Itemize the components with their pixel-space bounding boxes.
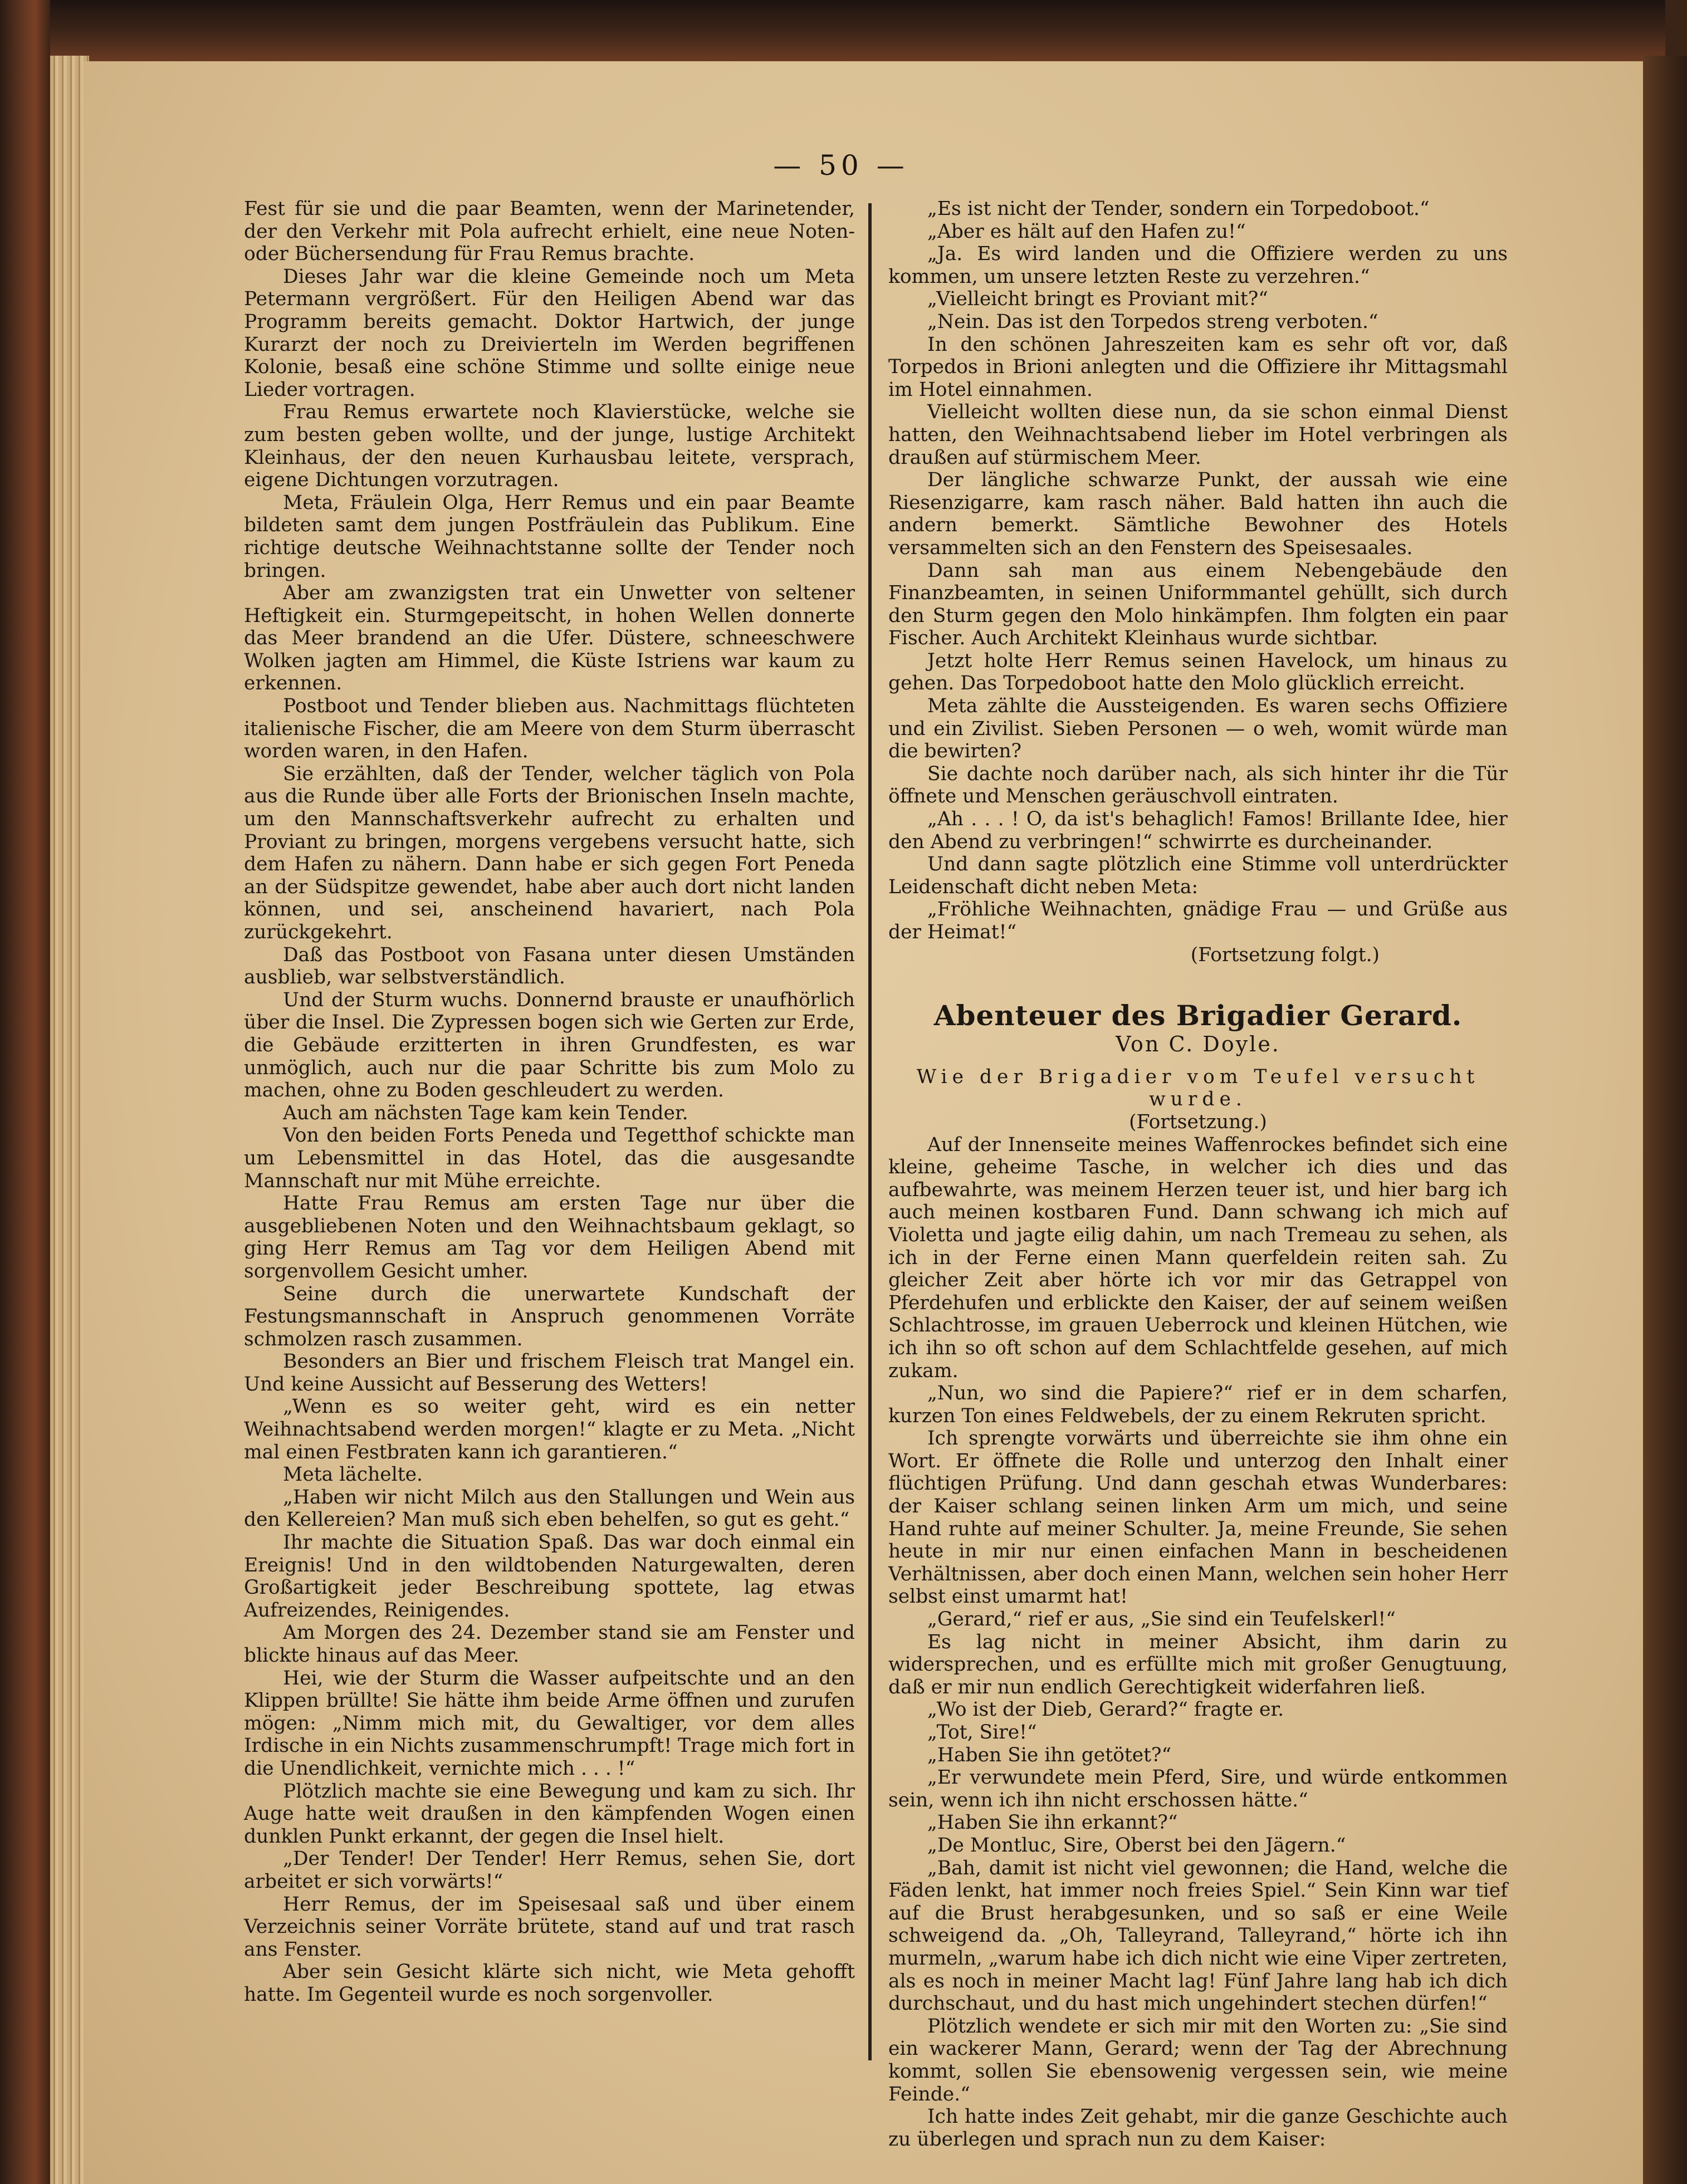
paragraph: Es lag nicht in meiner Absicht, ihm darin zu widersprechen, und es erfüllte mich mit großer Genugtuung, daß er mir nun endlich Gerechtigkeit widerfahren ließ. bbox=[888, 1630, 1508, 1698]
left-column bbox=[244, 198, 855, 2006]
paragraph: „Haben wir nicht Milch aus den Stallungen und Wein aus den Kellereien? Man muß sich eben behelfen, so gut es geht.“ bbox=[244, 1486, 855, 1531]
paragraph: Ich hatte indes Zeit gehabt, mir die ganze Geschichte auch zu überlegen und sprach nun zu dem Kaiser: bbox=[888, 2105, 1508, 2151]
paragraph: Ich sprengte vorwärts und überreichte sie ihm ohne ein Wort. Er öffnete die Rolle und unterzog den Inhalt einer flüchtigen Prüfung. Und dann geschah etwas Wunderbares: der Kaiser schlang seinen linken Arm um mich, und seine Hand ruhte auf meiner Schulter. Ja, meine Freunde, Sie sehen heute in mir nur einen einfachen Mann in bescheidenen Verhältnissen, aber doch einen Mann, welchen sein hoher Herr selbst einst umarmt hat! bbox=[888, 1427, 1508, 1608]
paragraph: Von den beiden Forts Peneda und Tegetthof schickte man um Lebensmittel in das Hotel, das die ausgesandte Mannschaft nur mit Mühe erreichte. bbox=[244, 1124, 855, 1192]
paragraph: „De Montluc, Sire, Oberst bei den Jägern.“ bbox=[927, 1834, 1346, 1857]
paragraph: Seine durch die unerwartete Kundschaft der Festungsmannschaft in Anspruch genommenen Vorräte schmolzen rasch zusammen. bbox=[244, 1282, 855, 1350]
paragraph: „Gerard,“ rief er aus, „Sie sind ein Teufelskerl!“ bbox=[927, 1608, 1396, 1631]
book-binding bbox=[0, 0, 50, 2184]
paragraph: „Bah, damit ist nicht viel gewonnen; die Hand, welche die Fäden lenkt, hat immer noch freies Spiel.“ Sein Kinn war tief auf die Brust herabgesunken, und so saß er eine Weile schweigend da. „Oh, Talleyrand, Talleyrand,“ hörte ich ihn murmeln, „warum habe ich dich nicht wie eine Viper zertreten, als es noch in meiner Macht lag! Fünf Jahre lang hab ich dich durchschaut, und du hast mich ungehindert stechen dürfen!“ bbox=[888, 1857, 1508, 2015]
article-title: Abenteuer des Brigadier Gerard. bbox=[933, 999, 1463, 1032]
paragraph: Frau Remus erwartete noch Klavierstücke, welche sie zum besten geben wollte, und der junge, lustige Architekt Kleinhaus, der den neuen Kurhausbau leitete, versprach, eigene Dichtungen vorzutragen. bbox=[244, 401, 855, 492]
paragraph: „Tot, Sire!“ bbox=[927, 1721, 1037, 1744]
article-subtitle: Wie der Brigadier vom Teufel versucht wurde. bbox=[916, 1065, 1480, 1111]
paragraph: Sie erzählten, daß der Tender, welcher täglich von Pola aus die Runde über alle Forts der Brionischen Inseln machte, um den Mannschaftsverkehr aufrecht zu erhalten und Proviant zu bringen, morgens vergebens versucht hatte, sich dem Hafen zu nähern. Dann habe er sich gegen Fort Peneda an der Südspitze gewendet, habe aber auch dort nicht landen können, und sei, anscheinend havariert, nach Pola zurückgekehrt. bbox=[244, 762, 855, 943]
paragraph: Sie dachte noch darüber nach, als sich hinter ihr die Tür öffnete und Menschen geräuschvoll eintraten. bbox=[888, 762, 1508, 808]
page-number: — 50 — bbox=[773, 149, 909, 182]
to-be-continued: (Fortsetzung folgt.) bbox=[1190, 943, 1380, 966]
paragraph: „Wenn es so weiter geht, wird es ein netter Weihnachtsabend werden morgen!“ klagte er zu Meta. „Nicht mal einen Festbraten kann ich garantieren.“ bbox=[244, 1395, 855, 1463]
article-continuation: (Fortsetzung.) bbox=[1129, 1110, 1267, 1133]
paragraph: Dieses Jahr war die kleine Gemeinde noch um Meta Petermann vergrößert. Für den Heiligen Abend war das Programm bereits gemacht. Doktor Hartwich, der junge Kurarzt der noch zu Dreivierteln im Werden begriffenen Kolonie, besaß eine schöne Stimme und sollte einige neue Lieder vortragen. bbox=[244, 265, 855, 401]
paragraph: Und dann sagte plötzlich eine Stimme voll unterdrückter Leidenschaft dicht neben Meta: bbox=[888, 853, 1508, 898]
paragraph: Herr Remus, der im Speisesaal saß und über einem Verzeichnis seiner Vorräte brütete, stand auf und trat rasch ans Fenster. bbox=[244, 1893, 855, 1961]
paragraph: „Nein. Das ist den Torpedos streng verboten.“ bbox=[927, 310, 1378, 333]
paragraph: „Es ist nicht der Tender, sondern ein Torpedoboot.“ bbox=[927, 198, 1430, 220]
paragraph: „Haben Sie ihn getötet?“ bbox=[927, 1744, 1172, 1766]
paragraph: Dann sah man aus einem Nebengebäude den Finanzbeamten, in seinen Uniformmantel gehüllt, sich durch den Sturm gegen den Molo hinkämpfen. Ihm folgten ein paar Fischer. Auch Architekt Kleinhaus wurde sichtbar. bbox=[888, 559, 1508, 650]
paragraph: Der längliche schwarze Punkt, der aussah wie eine Riesenzigarre, kam rasch näher. Bald hatten ihn auch die andern bemerkt. Sämtliche Bewohner des Hotels versammelten sich an den Fenstern des Speisesaales. bbox=[888, 469, 1508, 559]
paragraph: Postboot und Tender blieben aus. Nachmittags flüchteten italienische Fischer, die am Meere von dem Sturm überrascht worden waren, in den Hafen. bbox=[244, 695, 855, 763]
paragraph: „Fröhliche Weihnachten, gnädige Frau — und Grüße aus der Heimat!“ bbox=[888, 898, 1508, 943]
article-author: Von C. Doyle. bbox=[1116, 1032, 1280, 1057]
paragraph: „Der Tender! Der Tender! Herr Remus, sehen Sie, dort arbeitet er sich vorwärts!“ bbox=[244, 1848, 855, 1893]
paragraph: Aber am zwanzigsten trat ein Unwetter von seltener Heftigkeit ein. Sturmgepeitscht, in hohen Wellen donnerte das Meer brandend an die Ufer. Düstere, schneeschwere Wolken jagten am Himmel, die Küste Istriens war kaum zu erkennen. bbox=[244, 582, 855, 695]
paragraph: Besonders an Bier und frischem Fleisch trat Mangel ein. Und keine Aussicht auf Besserung des Wetters! bbox=[244, 1350, 855, 1395]
paragraph: Hatte Frau Remus am ersten Tage nur über die ausgebliebenen Noten und den Weihnachtsbaum geklagt, so ging Herr Remus am Tag vor dem Heiligen Abend mit sorgenvollem Gesicht umher. bbox=[244, 1192, 855, 1282]
paragraph: Und der Sturm wuchs. Donnernd brauste er unaufhörlich über die Insel. Die Zypressen bogen sich wie Gerten zur Erde, die Gebäude erzitterten in ihren Grundfesten, es war unmöglich, auch nur die paar Schritte bis zum Molo zu machen, ohne zu Boden geschleudert zu werden. bbox=[244, 988, 855, 1102]
book-top-edge bbox=[50, 0, 1665, 61]
paragraph: Aber sein Gesicht klärte sich nicht, wie Meta gehofft hatte. Im Gegenteil wurde es noch sorgenvoller. bbox=[244, 1961, 855, 2006]
paragraph: „Er verwundete mein Pferd, Sire, und würde entkommen sein, wenn ich ihn nicht erschossen hätte.“ bbox=[888, 1766, 1508, 1811]
paragraph: Jetzt holte Herr Remus seinen Havelock, um hinaus zu gehen. Das Torpedoboot hatte den Molo glücklich erreicht. bbox=[888, 649, 1508, 695]
right-column bbox=[888, 198, 1508, 2151]
column-rule bbox=[868, 203, 872, 2060]
paragraph: Vielleicht wollten diese nun, da sie schon einmal Dienst hatten, den Weihnachtsabend lieber im Hotel verbringen als draußen auf stürmischem Meer. bbox=[888, 401, 1508, 469]
book-right-edge bbox=[1643, 56, 1687, 2184]
paragraph: Am Morgen des 24. Dezember stand sie am Fenster und blickte hinaus auf das Meer. bbox=[244, 1622, 855, 1667]
paragraph: In den schönen Jahreszeiten kam es sehr oft vor, daß Torpedos in Brioni anlegten und die Offiziere ihr Mittagsmahl im Hotel einnahmen. bbox=[888, 333, 1508, 401]
paragraph: Meta zählte die Aussteigenden. Es waren sechs Offiziere und ein Zivilist. Sieben Personen — o weh, womit würde man die bewirten? bbox=[888, 695, 1508, 763]
paragraph: „Haben Sie ihn erkannt?“ bbox=[927, 1811, 1178, 1834]
paragraph: „Aber es hält auf den Hafen zu!“ bbox=[927, 220, 1246, 243]
paragraph: Daß das Postboot von Fasana unter diesen Umständen ausblieb, war selbstverständlich. bbox=[244, 943, 855, 989]
paragraph: Meta, Fräulein Olga, Herr Remus und ein paar Beamte bildeten samt dem jungen Postfräulein das Publikum. Eine richtige deutsche Weihnachtstanne sollte der Tender noch bringen. bbox=[244, 491, 855, 582]
paragraph: Meta lächelte. bbox=[283, 1463, 423, 1486]
paragraph: Auch am nächsten Tage kam kein Tender. bbox=[283, 1101, 688, 1124]
paragraph: „Wo ist der Dieb, Gerard?“ fragte er. bbox=[927, 1698, 1284, 1721]
paragraph: „Ah . . . ! O, da ist's behaglich! Famos! Brillante Idee, hier den Abend zu verbringen!“ schwirrte es durcheinander. bbox=[888, 808, 1508, 853]
paragraph: Plötzlich machte sie eine Bewegung und kam zu sich. Ihr Auge hatte weit draußen in den kämpfenden Wogen einen dunklen Punkt erkannt, der gegen die Insel hielt. bbox=[244, 1780, 855, 1848]
paragraph: „Ja. Es wird landen und die Offiziere werden zu uns kommen, um unsere letzten Reste zu verzehren.“ bbox=[888, 243, 1508, 288]
paragraph: Hei, wie der Sturm die Wasser aufpeitschte und an den Klippen brüllte! Sie hätte ihm beide Arme öffnen und zurufen mögen: „Nimm mich mit, du Gewaltiger, vor dem alles Irdische in ein Nichts zusammenschrumpft! Trage mich fort in die Unendlichkeit, vernichte mich . . . !“ bbox=[244, 1667, 855, 1780]
paragraph: „Nun, wo sind die Papiere?“ rief er in dem scharfen, kurzen Ton eines Feldwebels, der zu einem Rekruten spricht. bbox=[888, 1382, 1508, 1427]
paragraph: Auf der Innenseite meines Waffenrockes befindet sich eine kleine, geheime Tasche, in welcher ich dies und das aufbewahrte, was meinem Herzen teuer ist, und hier barg ich auch meinen kostbaren Fund. Dann schwang ich mich auf Violetta und jagte eilig dahin, um nach Tremeau zu sehen, als ich in der Ferne einen Mann querfeldein reiten sah. Zu gleicher Zeit aber hörte ich vor mir das Getrappel von Pferdehufen und erblickte den Kaiser, der auf seinem weißen Schlachtrosse, im grauen Ueberrock und kleinen Hütchen, wie ich ihn so oft schon auf dem Schlachtfelde gesehen, auf mich zukam. bbox=[888, 1133, 1508, 1382]
paragraph: Ihr machte die Situation Spaß. Das war doch einmal ein Ereignis! Und in den wildtobenden Naturgewalten, deren Großartigkeit jeder Beschreibung spottete, lag etwas Aufreizendes, Reinigendes. bbox=[244, 1531, 855, 1622]
paragraph: Plötzlich wendete er sich mir mit den Worten zu: „Sie sind ein wackerer Mann, Gerard; wenn der Tag der Abrechnung kommt, sollen Sie ebensowenig vergessen sein, wie meine Feinde.“ bbox=[888, 2015, 1508, 2105]
paragraph: Fest für sie und die paar Beamten, wenn der Marinetender, der den Verkehr mit Pola aufrecht erhielt, eine neue Noten- oder Büchersendung für Frau Remus brachte. bbox=[244, 198, 855, 266]
paragraph: „Vielleicht bringt es Proviant mit?“ bbox=[927, 288, 1268, 311]
